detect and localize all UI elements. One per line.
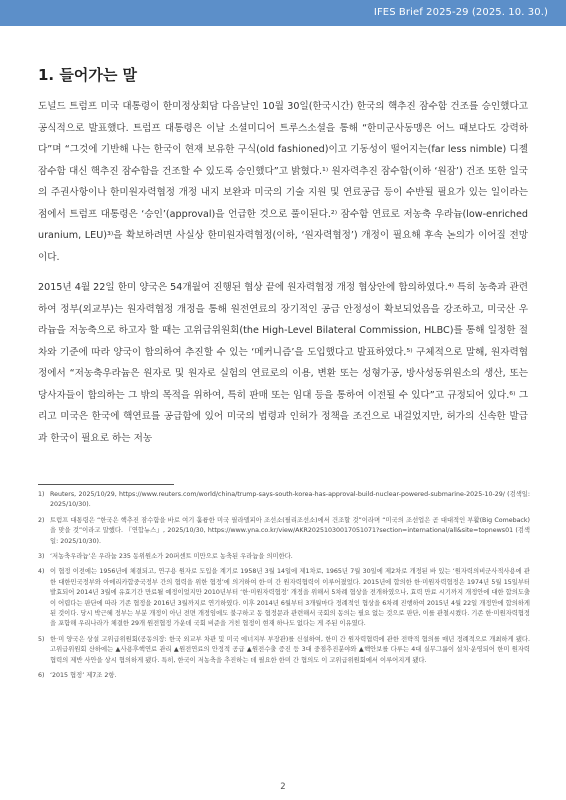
section-title: 1. 들어가는 말 xyxy=(38,66,138,84)
footnote-number: 3) xyxy=(38,553,45,561)
footnote-number: 1) xyxy=(38,491,45,498)
publication-header: IFES Brief 2025-29 (2025. 10. 30.) xyxy=(373,7,548,18)
footnote-divider xyxy=(38,484,174,485)
footnote-text: 한·미 양국은 상설 고위급위원회(공동의장: 한국 외교부 차관 및 미국 에너지부 부장관)를 신설하여, 한미 간 원자력협력에 관한 전략적 협의를 매년 정례적으로 개최하게 됐다. 고위급위원회 산하에는 ▲사용후핵연료 관리 ▲원전연료의 안정적 공급 ▲원전수출 증진 등 3대 중점추진분야와 ▲핵안보를 다루는 4대 실무그룹이 설치·운영되어 한미 원자력 협력의 제반 사안을 상시 협의하게 됐다. 특히, 한국이 저농축을 추진하는 데 필요한 한미 간 협의도 이 고위급위원회에서 이루어지게 됐다. xyxy=(50,635,530,664)
footnote-text: ‘2015 협정’ 제7조 2항. xyxy=(50,672,117,680)
body-text xyxy=(38,96,528,458)
footnote-3 xyxy=(38,552,530,562)
footnote-number: 4) xyxy=(38,568,45,576)
footnote-text: ‘저농축우라늄’은 우라늄 235 동위원소가 20퍼센트 미만으로 농축된 우라늄을 의미한다. xyxy=(50,553,293,561)
footnote-text: Reuters, 2025/10/29, https://www.reuters.com/world/china/trump-says-south-korea-has-approval-build-nuclear-powered-submarine-2025-10-29/ (검색일: 2025/10/30). xyxy=(50,491,530,509)
header-band xyxy=(0,0,566,26)
footnote-6 xyxy=(38,671,530,681)
footnote-text: 이 협정 이전에는 1956년에 체결되고, 연구용 원자로 도입을 계기로 1958년 3월 14일에 제1차로, 1965년 7월 30일에 제2차로 개정된 바 있는 ‘원자력의비군사적사용에 관한 대한민국정부와 아메리카합중국정부 간의 협력을 위한 협정’에 의거하여 한·미 간 원자력협력이 이루어졌었다. 2015년에 합의한 한·미원자력협정은 1974년 5월 15일부터 발효되어 2014년 3월에 유효기간 만료될 예정이었지만 2010년부터 ‘한·미원자력협정’ 개정을 위해서 5차례 협상을 전개하였으나, 효력 만료 시기까지 개정안에 대한 합의도출이 어렵다는 판단에 따라 기존 협정을 2016년 3월까지로 연기하였다. 이후 2014년 6월부터 3개월마다 정례적인 협상을 6차례 진행하여 2015년 4월 22일 개정안에 합의하게 된 것이다. 당시 박근혜 정부는 부분 개정이 아닌 전면 개정임에도 불구하고 동 협정문과 관련해서 국회의 동의는 필요 없는 것으로 판단, 이를 관철시켰다. 기존 한·미원자력협정을 포함해 우리나라가 체결한 29개 원전협정 가운데 국회 비준을 거친 협정이 현재 하나도 없다는 게 주된 이유였다. xyxy=(50,568,530,628)
footnote-5 xyxy=(38,635,530,666)
footnote-number: 5) xyxy=(38,635,45,643)
page-number: 2 xyxy=(280,782,286,792)
footnote-2 xyxy=(38,516,530,547)
footnotes xyxy=(38,490,530,687)
footnote-1 xyxy=(38,490,530,511)
footnote-4 xyxy=(38,567,530,629)
footnote-text: 트럼프 대통령은 “한국은 핵추진 잠수함을 바로 여기 훌륭한 미국 필라델피아 조선소(필리조선소)에서 건조할 것”이라며 “미국의 조선업은 곧 대대적인 부활(Big Comeback)을 맞을 것”이라고 말했다. 『연합뉴스』, 2025/10/30, https://www.yna.co.kr/view/AKR20251030017051071?section=international/all&site=topnews01 (검색일: 2025/10/30). xyxy=(50,516,530,545)
footnote-number: 6) xyxy=(38,672,45,680)
footnote-number: 2) xyxy=(38,516,45,524)
paragraph-intro: 도널드 트럼프 미국 대통령이 한미정상회담 다음날인 10월 30일(한국시간) 한국의 핵추진 잠수함 건조를 승인했다고 공식적으로 발표했다. 트럼프 대통령은 이날 소셜미디어 트루스소셜을 통해 “한미군사동맹은 어느 때보다도 강력하다”며 “그것에 기반해 나는 한국이 현재 보유한 구식(old fashioned)이고 기동성이 떨어지는(far less nimble) 디젤 잠수함 대신 핵추진 잠수함을 건조할 수 있도록 승인했다”고 밝혔다.¹⁾ 원자력추진 잠수함(이하 ‘원잠’) 건조 또한 일국의 주권사항이나 한미원자력협정 개정 내지 보완과 미국의 기술 지원 및 연료공급 등이 수반될 필요가 있는 일이라는 점에서 트럼프 대통령은 ‘승인’(approval)을 언급한 것으로 풀이된다.²⁾ 잠수함 연료로 저농축 우라늄(low-enriched uranium, LEU)³⁾을 확보하려면 사실상 한미원자력협정(이하, ‘원자력협정’) 개정이 필요해 후속 논의가 이어질 전망이다. xyxy=(38,101,528,263)
paragraph-agreement: 2015년 4월 22일 한미 양국은 54개월여 진행된 협상 끝에 원자력협정 개정 협상안에 합의하였다.⁴⁾ 특히 농축과 관련하여 정부(외교부)는 원자력협정 개정을 통해 원전연료의 장기적인 공급 안정성이 확보되었음을 강조하고, 미국산 우라늄을 저농축으로 하고자 할 때는 고위급위원회(the High-Level Bilateral Commission, HLBC)를 통해 일정한 절차와 기준에 따라 양국이 합의하여 추진할 수 있는 ‘메커니즘’을 도입했다고 발표하였다.⁵⁾ 구체적으로 말해, 원자력협정에서 “저농축우라늄은 원자로 및 원자로 실험의 연료로의 이용, 변환 또는 성형가공, 방사성동위원소의 생산, 또는 당사자들이 합의하는 그 밖의 목적을 위하여, 특히 판매 또는 임대 등을 통하여 이전될 수 있다”고 규정되어 있다.⁶⁾ 그리고 미국은 한국에 핵연료를 공급함에 있어 미국의 법령과 인허가 정책을 조건으로 내걸었지만, 허가의 신속한 발급과 한국이 필요로 하는 저농 xyxy=(38,282,528,444)
